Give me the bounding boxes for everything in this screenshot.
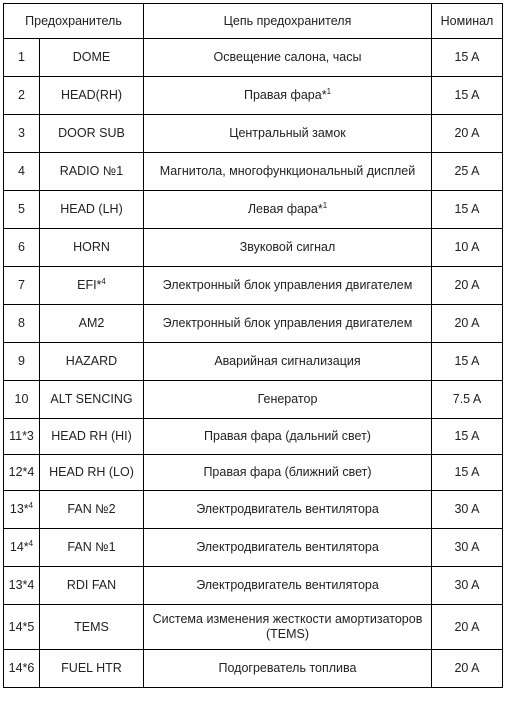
row-number: 14*6	[4, 650, 40, 688]
circuit-description: Аварийная сигнализация	[144, 343, 432, 381]
number-text: 14*	[9, 540, 29, 554]
fuse-rating: 7.5 A	[432, 381, 503, 419]
fuse-text: EFI*	[77, 278, 102, 292]
row-number: 9	[4, 343, 40, 381]
table-row	[4, 491, 503, 529]
fuse-rating: 15 A	[432, 419, 503, 455]
row-number: 1	[4, 39, 40, 77]
table-row	[4, 529, 503, 567]
table-row	[4, 455, 503, 491]
circuit-text: Левая фара*	[247, 202, 323, 216]
circuit-description: Электродвигатель вентилятора	[144, 529, 432, 567]
circuit-description: Электронный блок управления двигателем	[144, 305, 432, 343]
table-row	[4, 191, 503, 229]
fuse-rating: 15 A	[432, 191, 503, 229]
fuse-rating: 30 A	[432, 491, 503, 529]
circuit-description: Электронный блок управления двигателем	[144, 267, 432, 305]
header-fuse: Предохранитель	[4, 4, 144, 39]
fuse-name: HEAD RH (HI)	[40, 419, 144, 455]
fuse-rating: 15 A	[432, 455, 503, 491]
footnote-mark: 4	[101, 277, 106, 286]
table-row	[4, 153, 503, 191]
table-row	[4, 229, 503, 267]
circuit-description: Центральный замок	[144, 115, 432, 153]
table-row	[4, 77, 503, 115]
fuse-rating: 25 A	[432, 153, 503, 191]
row-number: 6	[4, 229, 40, 267]
fuse-name: DOME	[40, 39, 144, 77]
table-row	[4, 567, 503, 605]
row-number	[4, 491, 40, 529]
row-number: 13*4	[4, 567, 40, 605]
fuse-rating: 20 A	[432, 605, 503, 650]
table-row	[4, 381, 503, 419]
header-circuit: Цепь предохранителя	[144, 4, 432, 39]
fuse-rating: 10 A	[432, 229, 503, 267]
fuse-rating: 30 A	[432, 567, 503, 605]
header-rating: Номинал	[432, 4, 503, 39]
fuse-name: RADIO №1	[40, 153, 144, 191]
circuit-description: Подогреватель топлива	[144, 650, 432, 688]
circuit-description: Электродвигатель вентилятора	[144, 491, 432, 529]
row-number: 8	[4, 305, 40, 343]
fuse-rating: 20 A	[432, 115, 503, 153]
circuit-description: Освещение салона, часы	[144, 39, 432, 77]
fuse-name	[40, 267, 144, 305]
fuse-rating: 20 A	[432, 305, 503, 343]
row-number: 5	[4, 191, 40, 229]
row-number: 7	[4, 267, 40, 305]
circuit-description: Система изменения жесткости амортизаторов (TEMS)	[144, 605, 432, 650]
fuse-name: FAN №2	[40, 491, 144, 529]
circuit-description: Генератор	[144, 381, 432, 419]
row-number: 12*4	[4, 455, 40, 491]
fuse-name: HORN	[40, 229, 144, 267]
number-text: 13*	[9, 502, 29, 516]
row-number: 11*3	[4, 419, 40, 455]
fuse-rating: 15 A	[432, 343, 503, 381]
row-number: 10	[4, 381, 40, 419]
fuse-name: HEAD (LH)	[40, 191, 144, 229]
table-row	[4, 343, 503, 381]
fuse-name: HAZARD	[40, 343, 144, 381]
fuse-name: FAN №1	[40, 529, 144, 567]
circuit-description: Правая фара (дальний свет)	[144, 419, 432, 455]
footnote-mark: 4	[28, 539, 34, 548]
table-row	[4, 305, 503, 343]
fuse-name: HEAD(RH)	[40, 77, 144, 115]
table-row	[4, 605, 503, 650]
circuit-description: Звуковой сигнал	[144, 229, 432, 267]
fuse-rating: 30 A	[432, 529, 503, 567]
table-row	[4, 115, 503, 153]
fuse-name: HEAD RH (LO)	[40, 455, 144, 491]
fuse-name: RDI FAN	[40, 567, 144, 605]
row-number: 14*5	[4, 605, 40, 650]
circuit-description: Электродвигатель вентилятора	[144, 567, 432, 605]
row-number	[4, 529, 40, 567]
fuse-rating: 15 A	[432, 77, 503, 115]
circuit-description: Магнитола, многофункциональный дисплей	[144, 153, 432, 191]
footnote-mark: 1	[322, 201, 328, 210]
circuit-description	[144, 191, 432, 229]
fuse-rating: 20 A	[432, 650, 503, 688]
fuse-name: AM2	[40, 305, 144, 343]
table-row	[4, 39, 503, 77]
fuse-table	[3, 3, 503, 688]
circuit-text: Правая фара*	[243, 88, 327, 102]
table-row	[4, 650, 503, 688]
circuit-description: Правая фара (ближний свет)	[144, 455, 432, 491]
fuse-rating: 20 A	[432, 267, 503, 305]
circuit-description	[144, 77, 432, 115]
table-row	[4, 419, 503, 455]
fuse-name: DOOR SUB	[40, 115, 144, 153]
fuse-name: ALT SENCING	[40, 381, 144, 419]
table-header-row	[4, 4, 503, 39]
row-number: 3	[4, 115, 40, 153]
footnote-mark: 4	[28, 501, 34, 510]
table-row	[4, 267, 503, 305]
footnote-mark: 1	[326, 87, 332, 96]
row-number: 2	[4, 77, 40, 115]
fuse-name: TEMS	[40, 605, 144, 650]
fuse-name: FUEL HTR	[40, 650, 144, 688]
row-number: 4	[4, 153, 40, 191]
fuse-rating: 15 A	[432, 39, 503, 77]
